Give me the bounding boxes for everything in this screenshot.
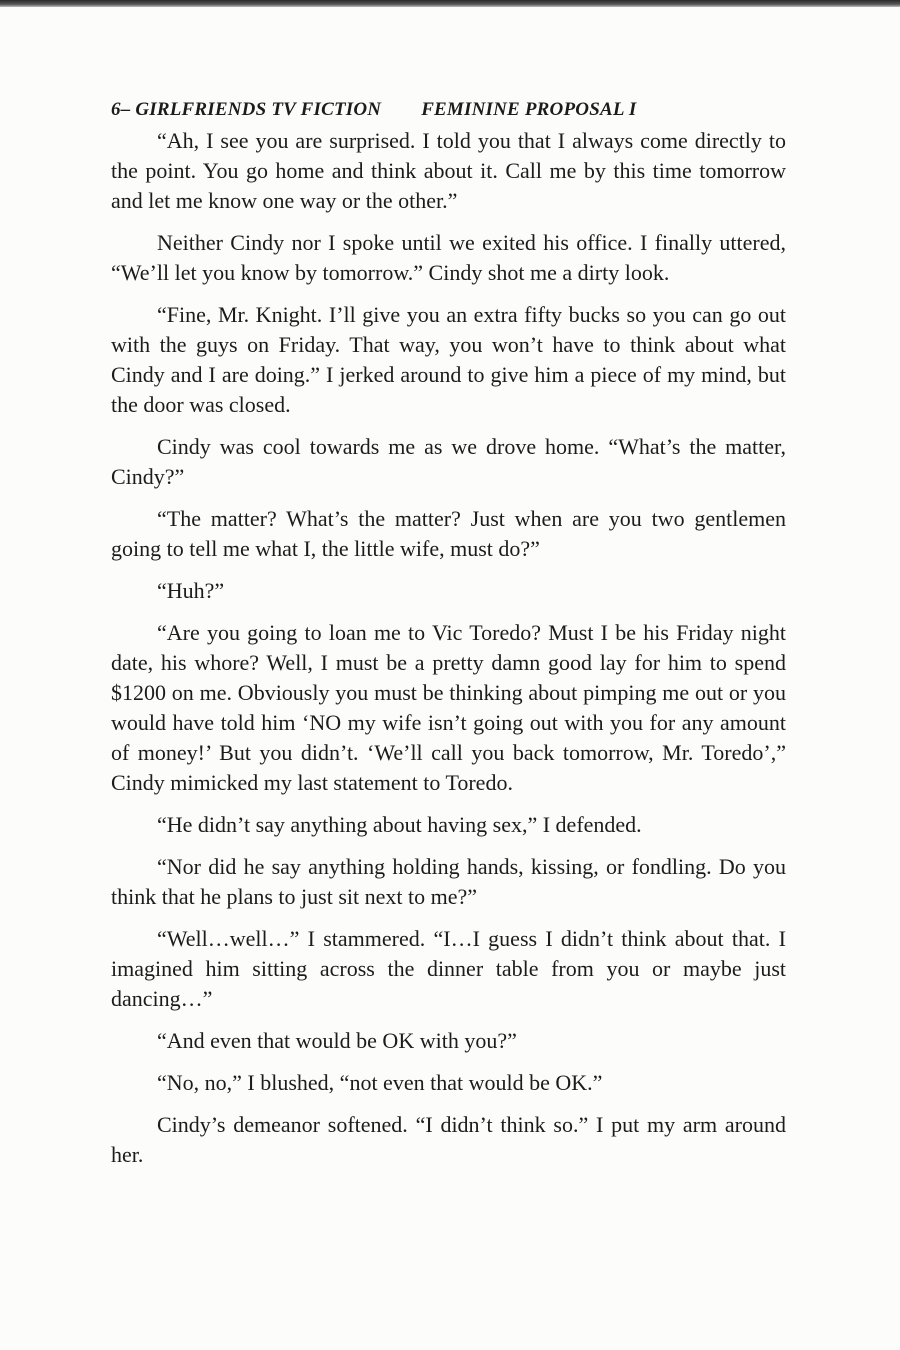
paragraph: “Huh?” [157, 578, 225, 603]
paragraph: “Are you going to loan me to Vic Toredo? Must I be his Friday night date, his whore? Well, I must be a pretty damn good lay for him to spend $1200 on me. Obviously you must be thinking about pimping me out or you would have told him ‘NO my wife isn’t going out with you for any amount of money!’ But you didn’t. ‘We’ll call you back tomorrow, Mr. Toredo’,” Cindy mimicked my last statement to Toredo. [111, 620, 786, 795]
running-head-series: 6– GIRLFRIENDS TV FICTION [111, 99, 382, 120]
paragraph: “The matter? What’s the matter? Just when are you two gentlemen going to tell me what I, the little wife, must do?” [111, 506, 786, 561]
paragraph: “Fine, Mr. Knight. I’ll give you an extra fifty bucks so you can go out with the guys on Friday. That way, you won’t have to think about what Cindy and I are doing.” I jerked around to give him a piece of my mind, but the door was closed. [111, 302, 786, 417]
paragraph: “He didn’t say anything about having sex,” I defended. [157, 812, 642, 837]
paragraph: Cindy’s demeanor softened. “I didn’t think so.” I put my arm around her. [111, 1112, 786, 1167]
paragraph: “Nor did he say anything holding hands, kissing, or fondling. Do you think that he plans to just sit next to me?” [111, 854, 786, 909]
paragraph: “Ah, I see you are surprised. I told you that I always come directly to the point. You go home and think about it. Call me by this time tomorrow and let me know one way or the other.” [111, 128, 786, 213]
running-head-title: FEMININE PROPOSAL I [421, 99, 637, 120]
top-edge-rule [0, 0, 900, 7]
paragraph: “Well…well…” I stammered. “I…I guess I didn’t think about that. I imagined him sitting across the dinner table from you or maybe just dancing…” [111, 926, 786, 1011]
running-head [111, 96, 786, 124]
paragraph: Cindy was cool towards me as we drove home. “What’s the matter, Cindy?” [111, 434, 786, 489]
paragraph: Neither Cindy nor I spoke until we exited his office. I finally uttered, “We’ll let you know by tomorrow.” Cindy shot me a dirty look. [111, 230, 786, 285]
page-text-block [111, 96, 786, 1182]
paragraph: “No, no,” I blushed, “not even that would be OK.” [157, 1070, 603, 1095]
paragraph: “And even that would be OK with you?” [157, 1028, 517, 1053]
